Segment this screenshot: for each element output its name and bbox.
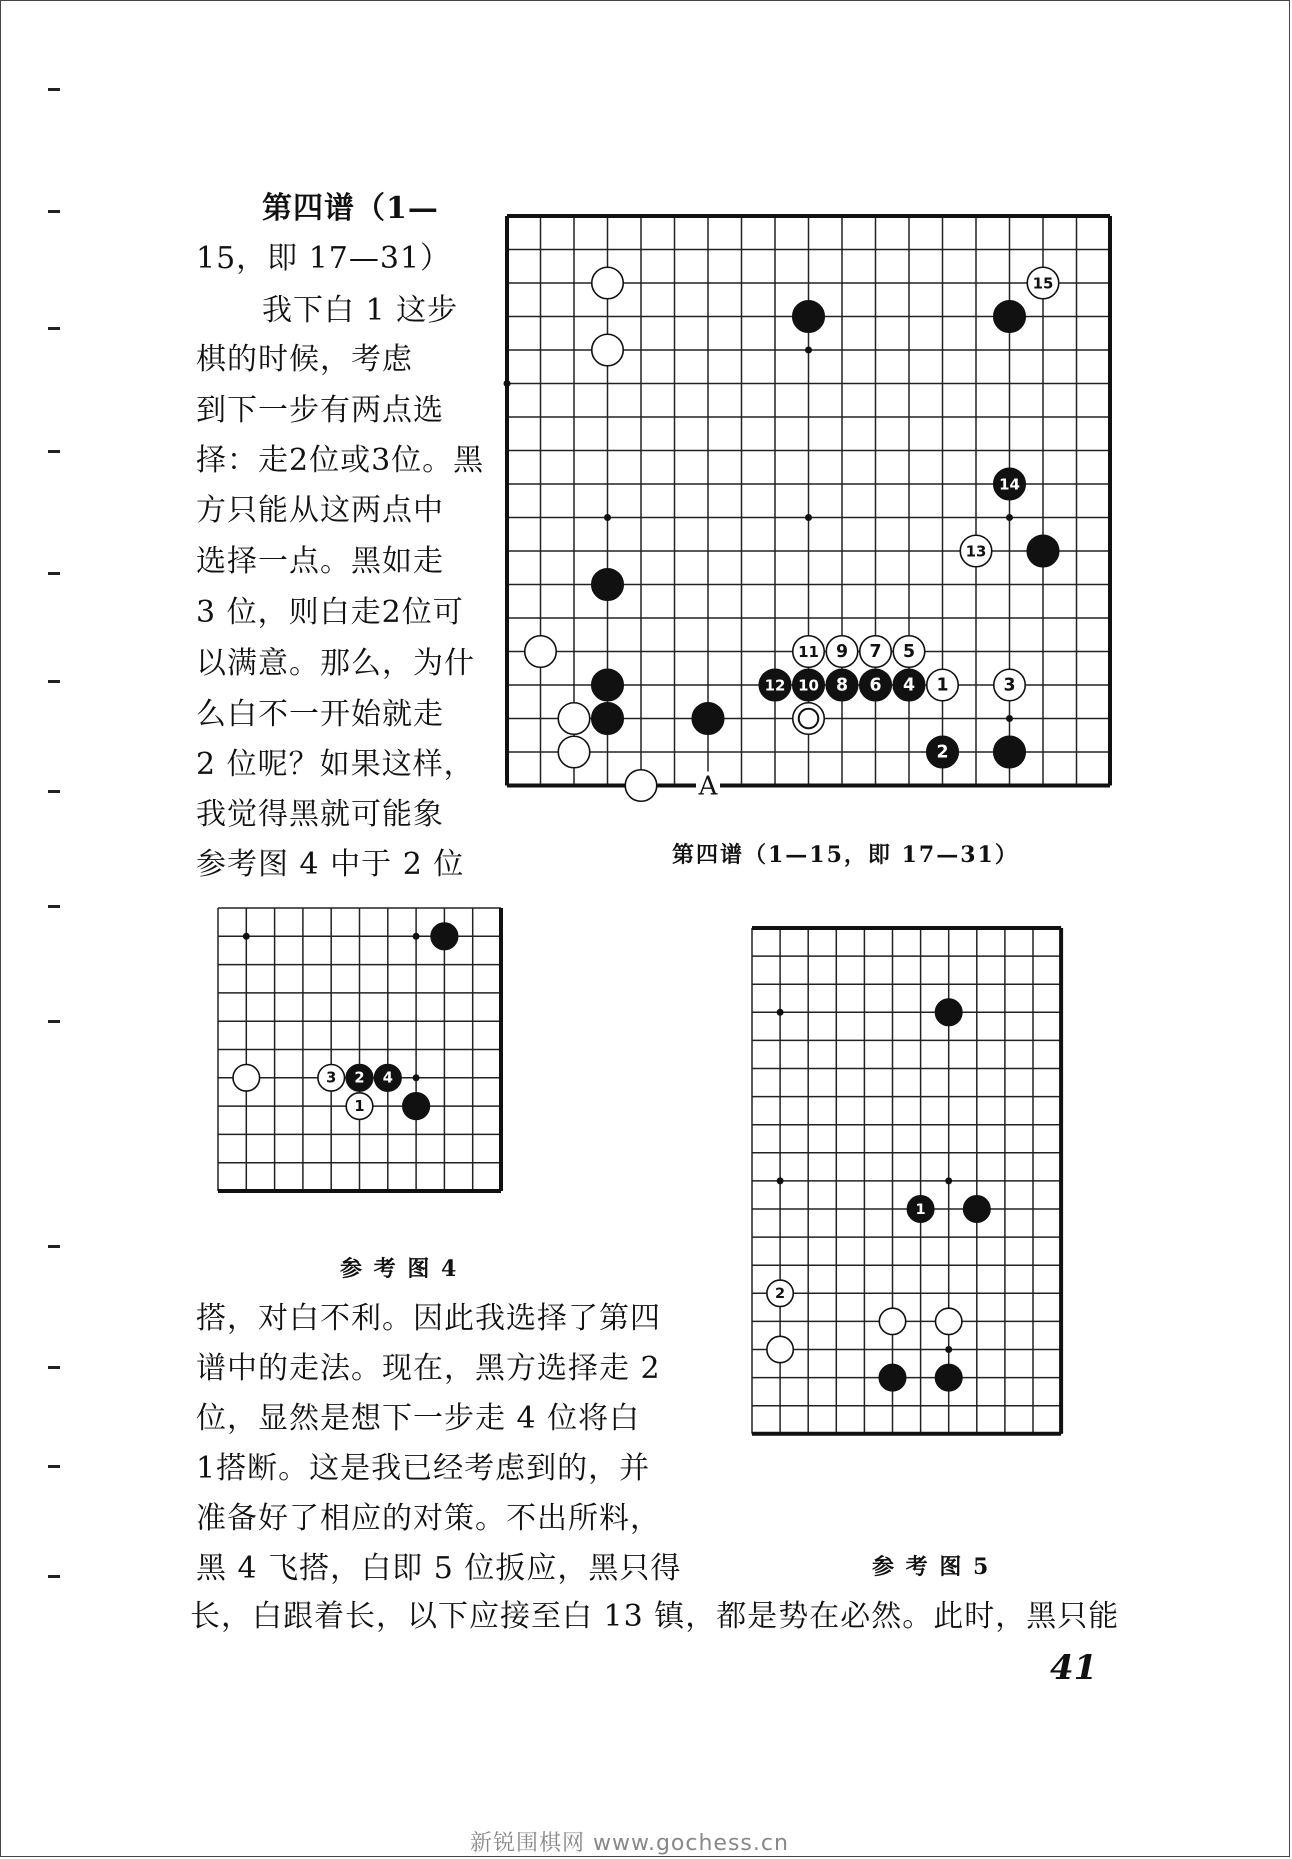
white-stone-body <box>592 334 623 365</box>
black-stone-body <box>935 999 961 1025</box>
black-stone-body <box>592 669 623 700</box>
main-diagram-caption: 第四谱（1—15，即 17—31） <box>672 842 1019 868</box>
black-stone <box>935 999 961 1025</box>
move-number: 2 <box>354 1069 365 1087</box>
black-stone <box>793 301 824 332</box>
text-line: 黑 4 飞搭，白即 5 位扳应，黑只得 <box>196 1551 682 1586</box>
text-line: 选择一点。黑如走 <box>196 544 444 579</box>
move-number: 2 <box>775 1286 786 1303</box>
white-stone <box>793 703 824 734</box>
white-stone-body <box>625 770 656 801</box>
ref4-caption: 参 考 图 4 <box>340 1256 459 1282</box>
black-stone <box>964 1196 990 1222</box>
move-number: 15 <box>1032 274 1054 293</box>
move-number: 2 <box>936 742 949 763</box>
white-stone <box>793 636 824 667</box>
black-stone <box>893 669 924 700</box>
black-stone <box>431 923 458 950</box>
move-number: 5 <box>902 642 916 663</box>
move-number: 1 <box>936 675 949 696</box>
move-number: 8 <box>835 675 849 696</box>
black-stone <box>759 669 790 700</box>
margin-mark <box>48 1575 60 1578</box>
white-stone-body <box>592 267 623 298</box>
white-stone <box>994 669 1025 700</box>
white-stone <box>346 1093 373 1120</box>
black-stone <box>592 703 623 734</box>
margin-mark <box>48 680 60 683</box>
black-stone <box>927 736 958 767</box>
margin-mark <box>48 210 60 213</box>
point-label-a: A <box>698 771 718 802</box>
white-stone <box>826 636 857 667</box>
black-stone-body <box>793 301 824 332</box>
black-stone-body <box>994 301 1025 332</box>
star-point <box>1006 514 1013 521</box>
margin-mark <box>48 327 60 330</box>
black-stone <box>826 669 857 700</box>
black-stone <box>374 1064 401 1091</box>
white-stone <box>558 736 589 767</box>
text-line: 以满意。那么，为什 <box>196 646 475 681</box>
text-line: 棋的时候，考虑 <box>196 342 413 377</box>
text-line: 1搭断。这是我已经考虑到的，并 <box>196 1451 651 1486</box>
margin-mark <box>48 1465 60 1468</box>
white-stone <box>233 1064 260 1091</box>
ref4-go-diagram <box>218 908 580 1228</box>
text-line: 参考图 4 中于 2 位 <box>196 847 465 882</box>
black-stone-body <box>403 1093 430 1120</box>
section-title-cont: 15，即 17—31） <box>196 241 452 276</box>
move-number: 1 <box>915 1201 926 1218</box>
margin-mark <box>48 88 60 91</box>
black-stone-body <box>692 703 723 734</box>
text-line: 到下一步有两点选 <box>196 393 444 428</box>
black-stone <box>793 669 824 700</box>
white-stone <box>767 1336 793 1362</box>
star-point <box>805 514 812 521</box>
move-number: 3 <box>326 1069 337 1087</box>
text-line: 2 位呢？如果这样， <box>196 747 475 782</box>
black-stone-body <box>935 1364 961 1390</box>
text-line: 谱中的走法。现在，黑方选择走 2 <box>196 1351 661 1386</box>
white-stone <box>1027 267 1058 298</box>
black-stone <box>907 1196 933 1222</box>
text-line: 我下白 1 这步 <box>262 293 459 328</box>
white-stone-body <box>935 1308 961 1334</box>
black-stone-body <box>592 569 623 600</box>
black-stone-body <box>592 703 623 734</box>
margin-mark <box>48 1020 60 1023</box>
move-number: 1 <box>354 1097 365 1115</box>
white-stone <box>525 636 556 667</box>
white-stone <box>558 703 589 734</box>
star-point <box>1006 715 1013 722</box>
margin-mark <box>48 905 60 908</box>
white-stone-body <box>558 703 589 734</box>
white-stone <box>592 267 623 298</box>
white-stone-body <box>793 703 824 734</box>
move-number: 11 <box>798 643 819 662</box>
text-line: 搭，对白不利。因此我选择了第四 <box>196 1301 661 1336</box>
text-line: 择：走2位或3位。黑 <box>196 443 485 478</box>
text-line: 么白不一开始就走 <box>196 697 444 732</box>
text-line: 位，显然是想下一步走 4 位将白 <box>196 1401 641 1436</box>
black-stone-body <box>879 1364 905 1390</box>
black-stone-body <box>994 736 1025 767</box>
margin-mark <box>48 1245 60 1248</box>
white-stone-body <box>879 1308 905 1334</box>
black-stone <box>994 468 1025 499</box>
black-stone <box>994 301 1025 332</box>
main-go-diagram <box>505 212 1125 820</box>
margin-mark <box>48 450 60 453</box>
move-number: 14 <box>999 475 1020 494</box>
move-number: 4 <box>382 1069 393 1087</box>
star-point <box>945 1177 952 1184</box>
page-number: 41 <box>1050 1648 1098 1688</box>
black-stone <box>592 569 623 600</box>
move-number: 9 <box>835 642 849 663</box>
white-stone <box>767 1280 793 1306</box>
black-stone-body <box>964 1196 990 1222</box>
black-stone <box>403 1093 430 1120</box>
move-number: 4 <box>902 675 916 696</box>
watermark: 新锐围棋网 www.gochess.cn <box>470 1831 789 1856</box>
star-point <box>413 1074 420 1081</box>
white-stone-body <box>233 1064 260 1091</box>
text-line: 我觉得黑就可能象 <box>196 797 444 832</box>
margin-mark <box>48 1366 60 1369</box>
white-stone <box>592 334 623 365</box>
star-point <box>243 933 250 940</box>
move-number: 10 <box>798 676 819 695</box>
margin-mark <box>48 790 60 793</box>
ref5-go-diagram <box>752 924 1117 1532</box>
white-stone <box>935 1308 961 1334</box>
move-number: 7 <box>869 642 882 663</box>
star-point <box>413 933 420 940</box>
black-stone-body <box>1027 535 1058 566</box>
white-stone <box>860 636 891 667</box>
white-stone-body <box>767 1336 793 1362</box>
white-stone <box>960 535 991 566</box>
star-point <box>777 1177 784 1184</box>
black-stone <box>935 1364 961 1390</box>
black-stone <box>592 669 623 700</box>
black-stone <box>879 1364 905 1390</box>
star-point <box>504 380 511 387</box>
text-line: 3 位，则白走2位可 <box>196 595 464 630</box>
black-stone <box>346 1064 373 1091</box>
white-stone <box>625 770 656 801</box>
black-stone <box>860 669 891 700</box>
text-line: 长，白跟着长，以下应接至白 13 镇，都是势在必然。此时，黑只能 <box>190 1599 1120 1634</box>
text-line: 方只能从这两点中 <box>196 493 444 528</box>
move-number: 6 <box>869 675 882 696</box>
black-stone-body <box>431 923 458 950</box>
white-stone <box>893 636 924 667</box>
black-stone <box>994 736 1025 767</box>
white-stone <box>318 1064 345 1091</box>
star-point <box>604 514 611 521</box>
section-title: 第四谱（1— <box>262 191 439 226</box>
text-line: 准备好了相应的对策。不出所料， <box>196 1501 661 1536</box>
black-stone <box>692 703 723 734</box>
star-point <box>805 347 812 354</box>
star-point <box>777 1009 784 1016</box>
white-stone <box>927 669 958 700</box>
star-point <box>945 1346 952 1353</box>
ref5-caption: 参 考 图 5 <box>872 1554 991 1580</box>
move-number: 3 <box>1003 675 1016 696</box>
black-stone <box>1027 535 1058 566</box>
white-stone <box>879 1308 905 1334</box>
move-number: 13 <box>965 542 987 561</box>
white-stone-body <box>558 736 589 767</box>
white-stone-body <box>525 636 556 667</box>
move-number: 12 <box>764 676 786 695</box>
margin-mark <box>48 572 60 575</box>
